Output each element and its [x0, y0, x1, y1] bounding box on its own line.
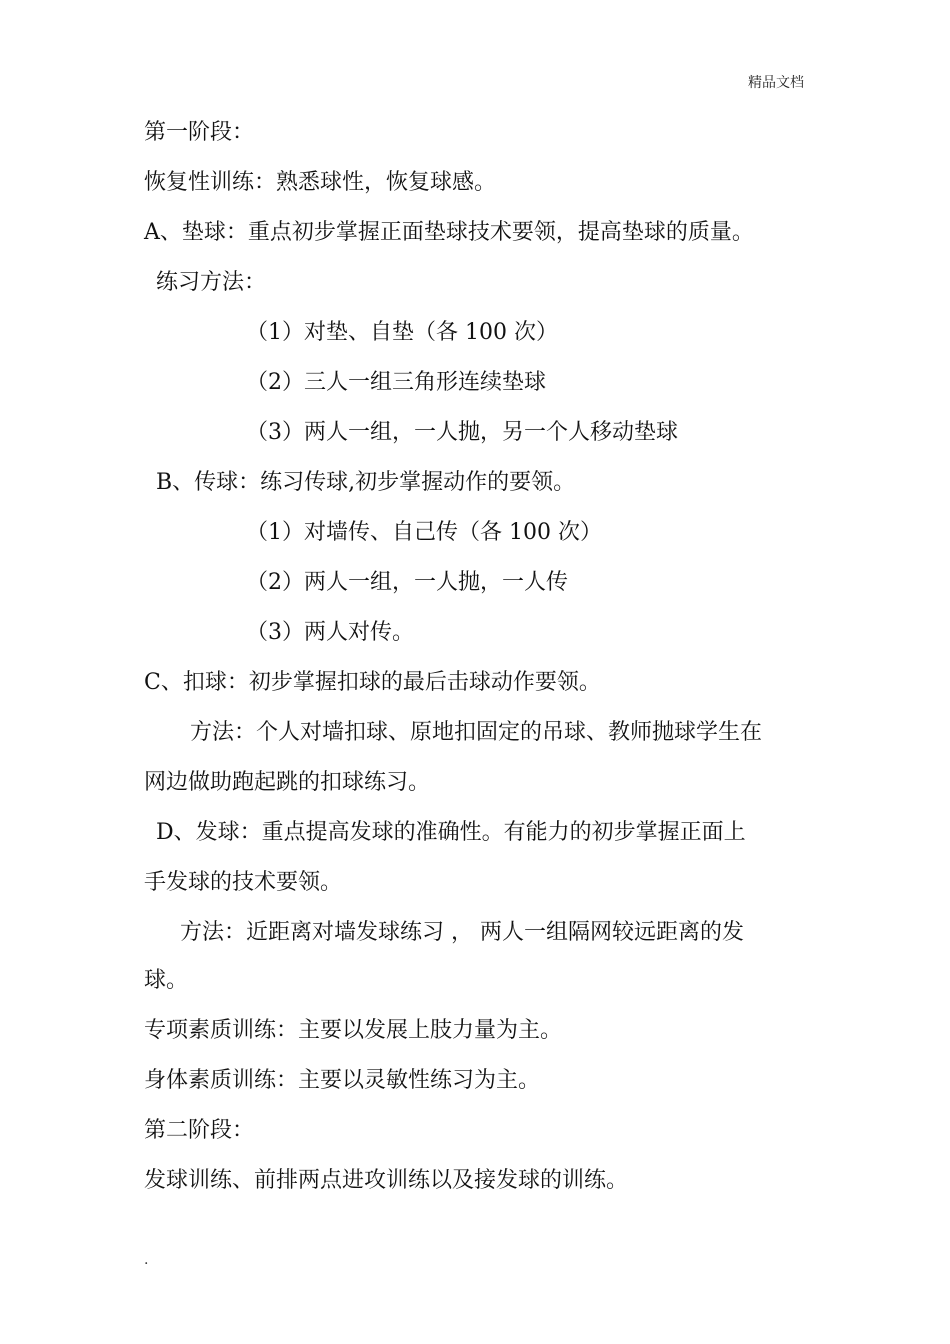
recovery-training-line: 恢复性训练：熟悉球性，恢复球感。 [144, 170, 497, 195]
spike-method-line-1: 方法：个人对墙扣球、原地扣固定的吊球、教师抛球学生在 [190, 720, 763, 745]
dig-item-3: （3）两人一组，一人抛，另一个人移动垫球 [246, 420, 678, 445]
pass-item-1: （1）对墙传、自己传（各 100 次） [246, 520, 602, 545]
pass-item-2: （2）两人一组，一人抛，一人传 [246, 570, 568, 595]
dig-item-1: （1）对垫、自垫（各 100 次） [246, 320, 558, 345]
serve-method-line-1: 方法：近距离对墙发球练习 ， 两人一组隔网较远距离的发 [180, 920, 744, 945]
serve-heading-line-1: D、发球：重点提高发球的准确性。有能力的初步掌握正面上 [156, 820, 746, 845]
serve-method-line-2: 球。 [144, 968, 189, 993]
pass-item-3: （3）两人对传。 [246, 620, 414, 645]
dig-item-2: （2）三人一组三角形连续垫球 [246, 370, 546, 395]
spike-heading: C、扣球：初步掌握扣球的最后击球动作要领。 [144, 670, 601, 695]
stage-two-heading: 第二阶段： [144, 1118, 255, 1143]
stage-one-heading: 第一阶段： [144, 120, 255, 145]
spike-method-line-2: 网边做助跑起跳的扣球练习。 [144, 770, 431, 795]
special-quality-training: 专项素质训练：主要以发展上肢力量为主。 [144, 1018, 563, 1043]
footer-mark: . [144, 1252, 149, 1268]
serve-heading-line-2: 手发球的技术要领。 [144, 870, 343, 895]
stage-two-content: 发球训练、前排两点进攻训练以及接发球的训练。 [144, 1168, 629, 1193]
pass-heading: B、传球：练习传球,初步掌握动作的要领。 [156, 470, 576, 495]
header-tag: 精品文档 [748, 75, 804, 91]
physical-quality-training: 身体素质训练：主要以灵敏性练习为主。 [144, 1068, 541, 1093]
practice-method-label: 练习方法： [156, 270, 267, 295]
dig-heading: A、垫球：重点初步掌握正面垫球技术要领，提高垫球的质量。 [144, 220, 754, 245]
